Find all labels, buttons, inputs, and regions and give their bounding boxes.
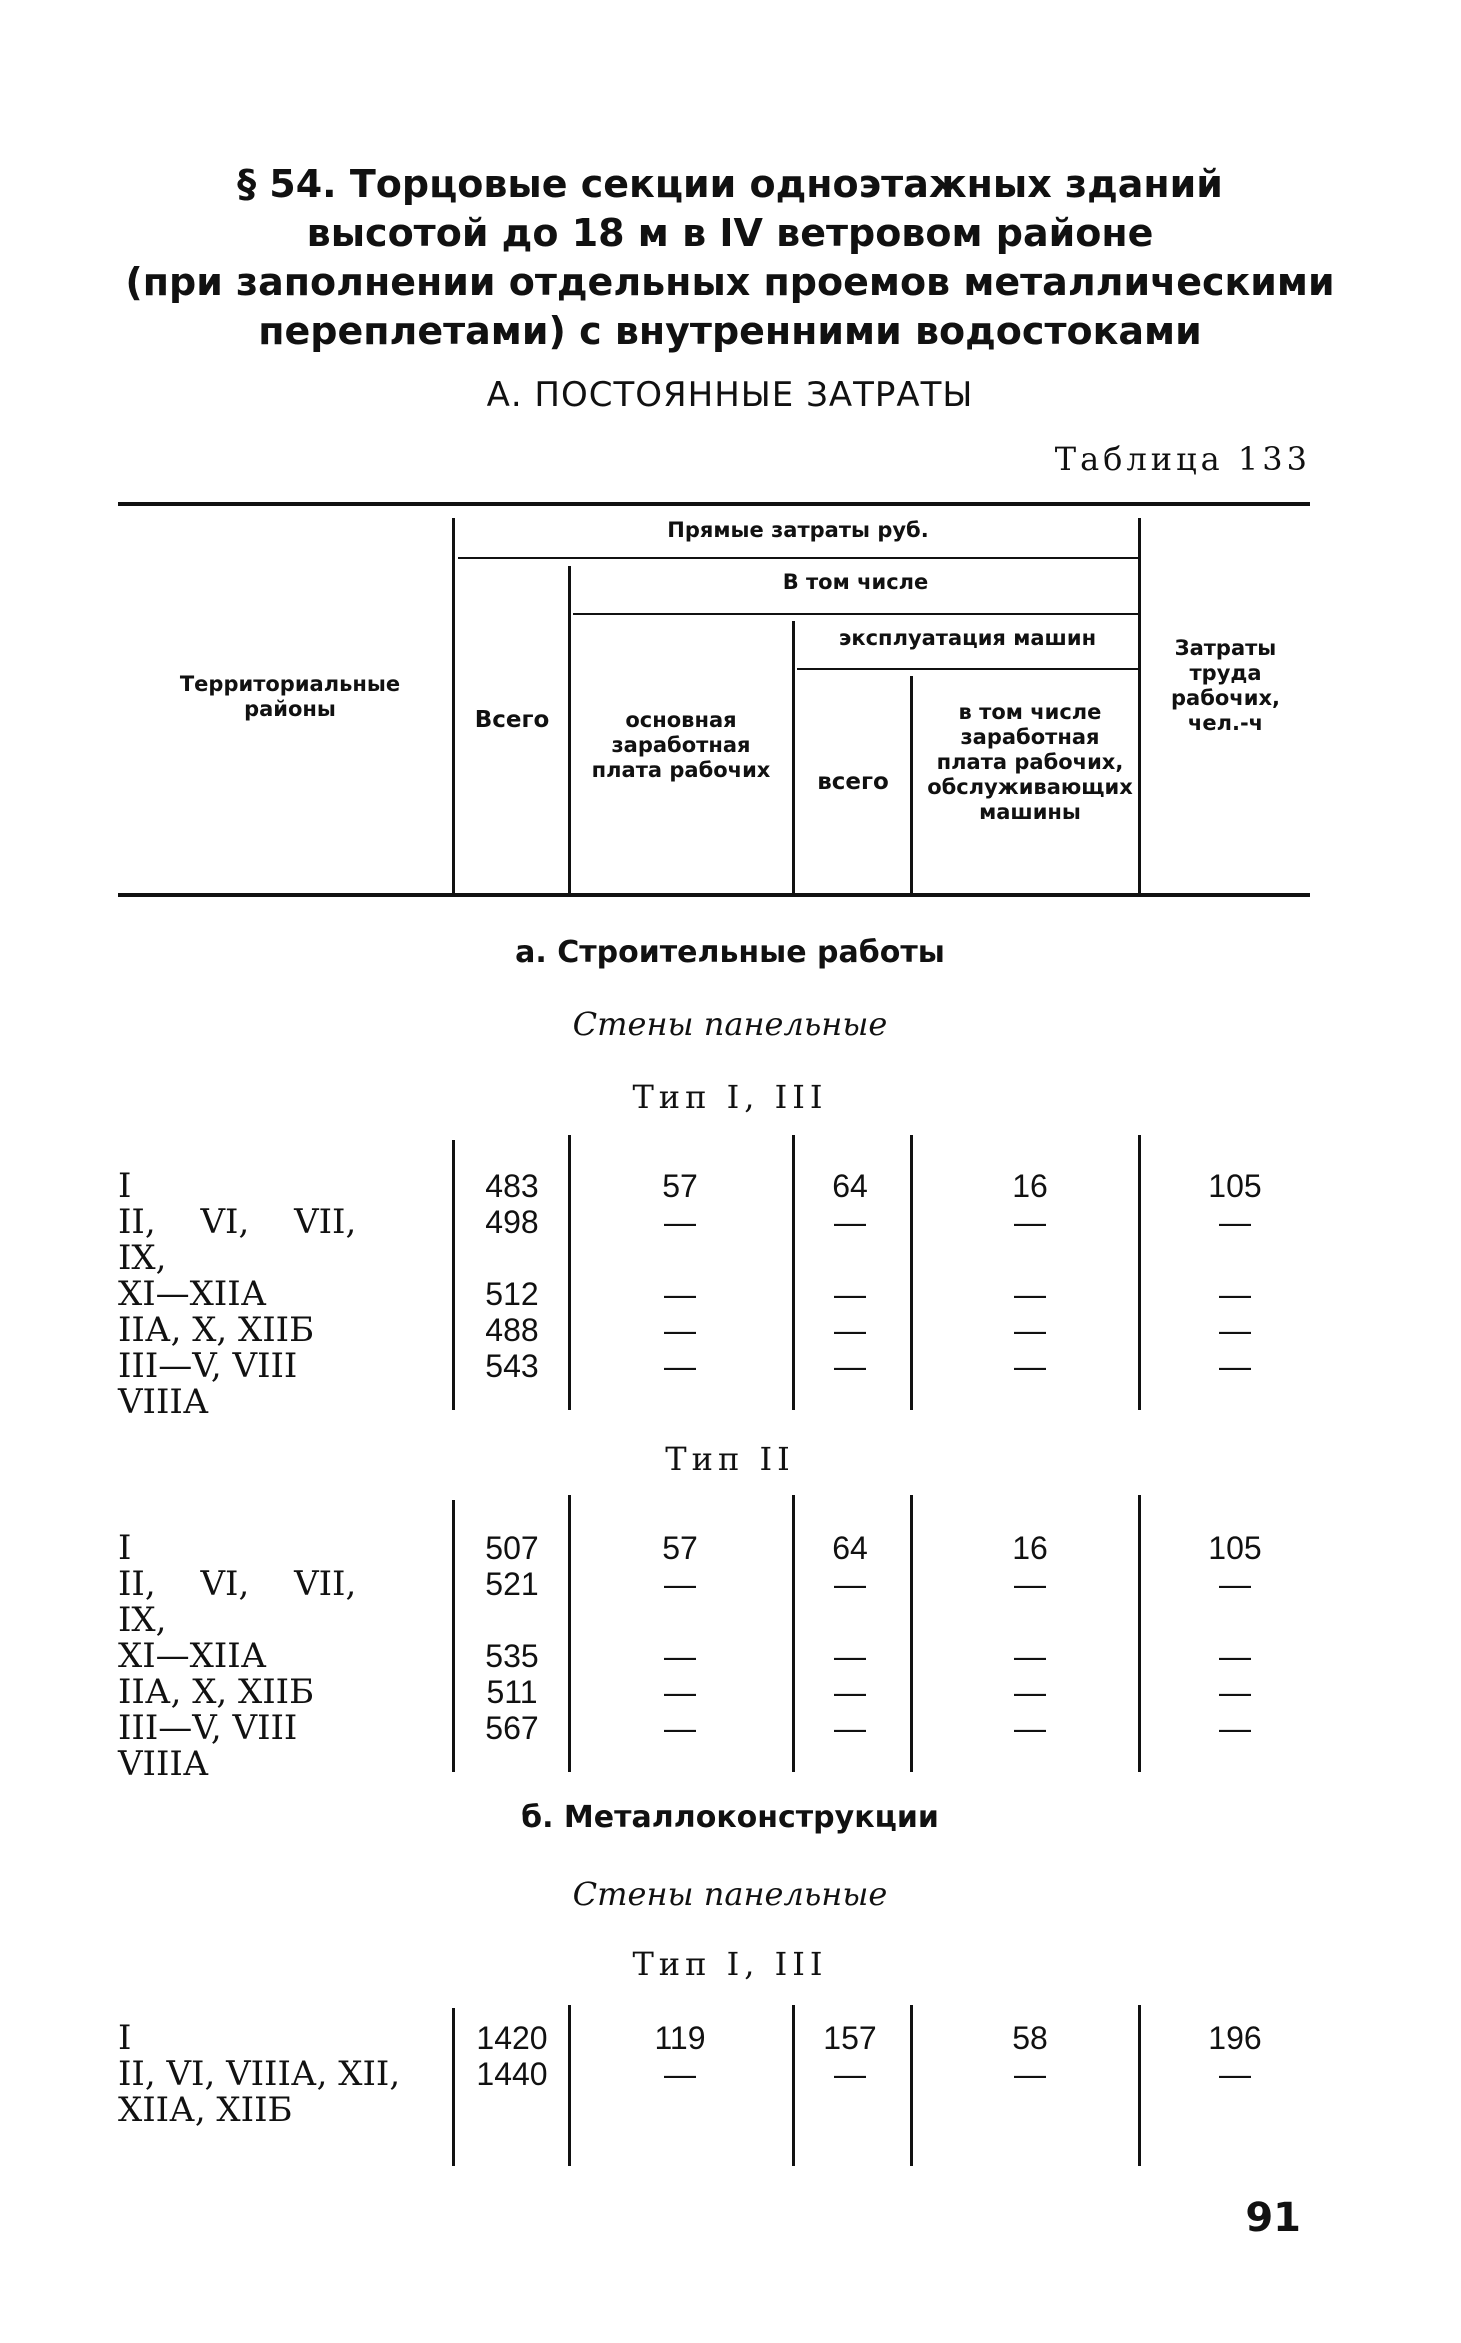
cell-total: 535 [485, 1638, 539, 1674]
cell-total: 543 [485, 1348, 539, 1384]
cell-total: 1440 [476, 2056, 548, 2092]
cell-wage: 57 [662, 1168, 698, 1204]
title-line-4: переплетами) с внутренними водостоками [258, 309, 1202, 353]
group1-machine-column: 64 — — — — [805, 1168, 895, 1384]
region-row: I [118, 1528, 132, 1568]
group2-wage-column: 57 — — — — [600, 1530, 760, 1746]
header-machine-total: всего [817, 769, 889, 795]
cell-machine-wage: 58 [1012, 2020, 1048, 2056]
title-line-3: (при заполнении отдельных проемов металлическими [125, 260, 1335, 304]
table-label: Таблица 133 [1054, 440, 1311, 478]
group2-rule-5 [1138, 1495, 1141, 1772]
group2-rule-4 [910, 1495, 913, 1772]
cell-wage: 119 [654, 2020, 706, 2056]
cell-total: 483 [485, 1168, 539, 1204]
group3-rule-2 [568, 2005, 571, 2166]
cell-wage: 57 [662, 1530, 698, 1566]
header-col-divider-2 [568, 566, 571, 893]
group3-rule-5 [1138, 2005, 1141, 2166]
group1-rule-3 [792, 1135, 795, 1410]
group2-rule-3 [792, 1495, 795, 1772]
region-row: III—V, VIII [118, 1346, 298, 1386]
cell-total: 567 [485, 1710, 539, 1746]
section-b-subheading: Стены панельные [572, 1875, 888, 1913]
cell-total: 521 [485, 1566, 539, 1602]
header-direct-costs: Прямые затраты руб. [667, 518, 929, 542]
region-row: II, VI, VIIIА, XII, [118, 2054, 401, 2094]
section-a-heading: а. Строительные работы [515, 935, 945, 970]
group1-total-column [462, 1168, 562, 1384]
group2-type-heading: Тип II [665, 1440, 795, 1478]
group1-rule-4 [910, 1135, 913, 1410]
header-col-divider-1 [452, 518, 455, 893]
cell-labor: 196 [1208, 2020, 1262, 2056]
header-regions: Территориальные районы [179, 672, 401, 721]
title-line-1: § 54. Торцовые секции одноэтажных зданий [237, 162, 1223, 206]
region-row: II, VI, VII, IX, [118, 1564, 357, 1640]
cell-machine-wage: 16 [1012, 1530, 1048, 1566]
region-row: XI—XIIА [118, 1274, 267, 1314]
header-labor: Затраты труда рабочих, чел.-ч [1171, 636, 1280, 735]
region-row: IIА, X, XIIБ [118, 1672, 315, 1712]
header-top-rule [118, 502, 1310, 506]
group1-machine-wage-column: 16 — — — — [930, 1168, 1130, 1384]
group3-rule-4 [910, 2005, 913, 2166]
direct-costs-rule [458, 557, 1138, 559]
group1-type-heading: Тип I, III [632, 1078, 828, 1116]
region-row: III—V, VIII [118, 1708, 298, 1748]
section-title [120, 160, 1340, 356]
group3-regions [118, 2020, 448, 2128]
including-rule [573, 613, 1138, 615]
group3-total-column [462, 2020, 562, 2092]
group1-labor-column: 105 — — — — [1160, 1168, 1310, 1384]
group2-rule-2 [568, 1495, 571, 1772]
region-row: VIIIА [118, 1382, 209, 1422]
header-machine-operation: эксплуатация машин [838, 626, 1097, 650]
region-row: VIIIА [118, 1744, 209, 1784]
region-row: XIIА, XIIБ [118, 2090, 293, 2130]
header-col-divider-3 [792, 621, 795, 893]
cell-machine: 157 [823, 2020, 877, 2056]
group1-regions [118, 1168, 448, 1420]
cell-machine: 64 [832, 1168, 868, 1204]
region-row: XI—XIIА [118, 1636, 267, 1676]
cell-total: 1420 [476, 2020, 548, 2056]
machine-rule [797, 668, 1138, 670]
group3-type-heading: Тип I, III [632, 1945, 828, 1983]
cell-machine-wage: 16 [1012, 1168, 1048, 1204]
group3-wage-column: 119 — [600, 2020, 760, 2092]
header-col-divider-5 [1138, 518, 1141, 893]
cell-labor: 105 [1208, 1530, 1262, 1566]
title-line-2: высотой до 18 м в IV ветровом районе [306, 211, 1154, 255]
group1-rule-1 [452, 1140, 455, 1410]
region-row: IIА, X, XIIБ [118, 1310, 315, 1350]
header-machine-wage: в том числе заработная плата рабочих, обслуживающих машины [927, 700, 1133, 824]
group1-rule-2 [568, 1135, 571, 1410]
header-col-divider-4 [910, 676, 913, 893]
page-number: 91 [1245, 2195, 1301, 2241]
region-row: I [118, 2018, 132, 2058]
header-bottom-rule [118, 893, 1310, 897]
group2-labor-column: 105 — — — — [1160, 1530, 1310, 1746]
group3-machine-column: 157 — [805, 2020, 895, 2092]
group3-labor-column: 196 — [1160, 2020, 1310, 2092]
group2-machine-column: 64 — — — — [805, 1530, 895, 1746]
cell-machine: 64 [832, 1530, 868, 1566]
section-b-heading: б. Металлоконструкции [521, 1800, 939, 1835]
header-including: В том числе [782, 570, 929, 594]
group2-machine-wage-column: 16 — — — — [930, 1530, 1130, 1746]
group1-wage-column: 57 — — — — [600, 1168, 760, 1384]
region-row: I [118, 1166, 132, 1206]
cell-labor: 105 [1208, 1168, 1262, 1204]
cell-total: 512 [485, 1276, 539, 1312]
region-row: II, VI, VII, IX, [118, 1202, 357, 1278]
group1-rule-5 [1138, 1135, 1141, 1410]
cell-total: 507 [485, 1530, 539, 1566]
group3-rule-1 [452, 2008, 455, 2166]
cell-total: 498 [485, 1204, 539, 1240]
group2-total-column [462, 1530, 562, 1746]
group3-machine-wage-column: 58 — [930, 2020, 1130, 2092]
subtitle: А. ПОСТОЯННЫЕ ЗАТРАТЫ [486, 375, 974, 415]
cell-total: 511 [486, 1674, 538, 1710]
header-base-wage: основная заработная плата рабочих [591, 708, 771, 782]
cell-total: 488 [485, 1312, 539, 1348]
header-total: Всего [474, 707, 550, 733]
group2-rule-1 [452, 1500, 455, 1772]
section-a-subheading: Стены панельные [572, 1005, 888, 1043]
group2-regions [118, 1530, 448, 1782]
group3-rule-3 [792, 2005, 795, 2166]
